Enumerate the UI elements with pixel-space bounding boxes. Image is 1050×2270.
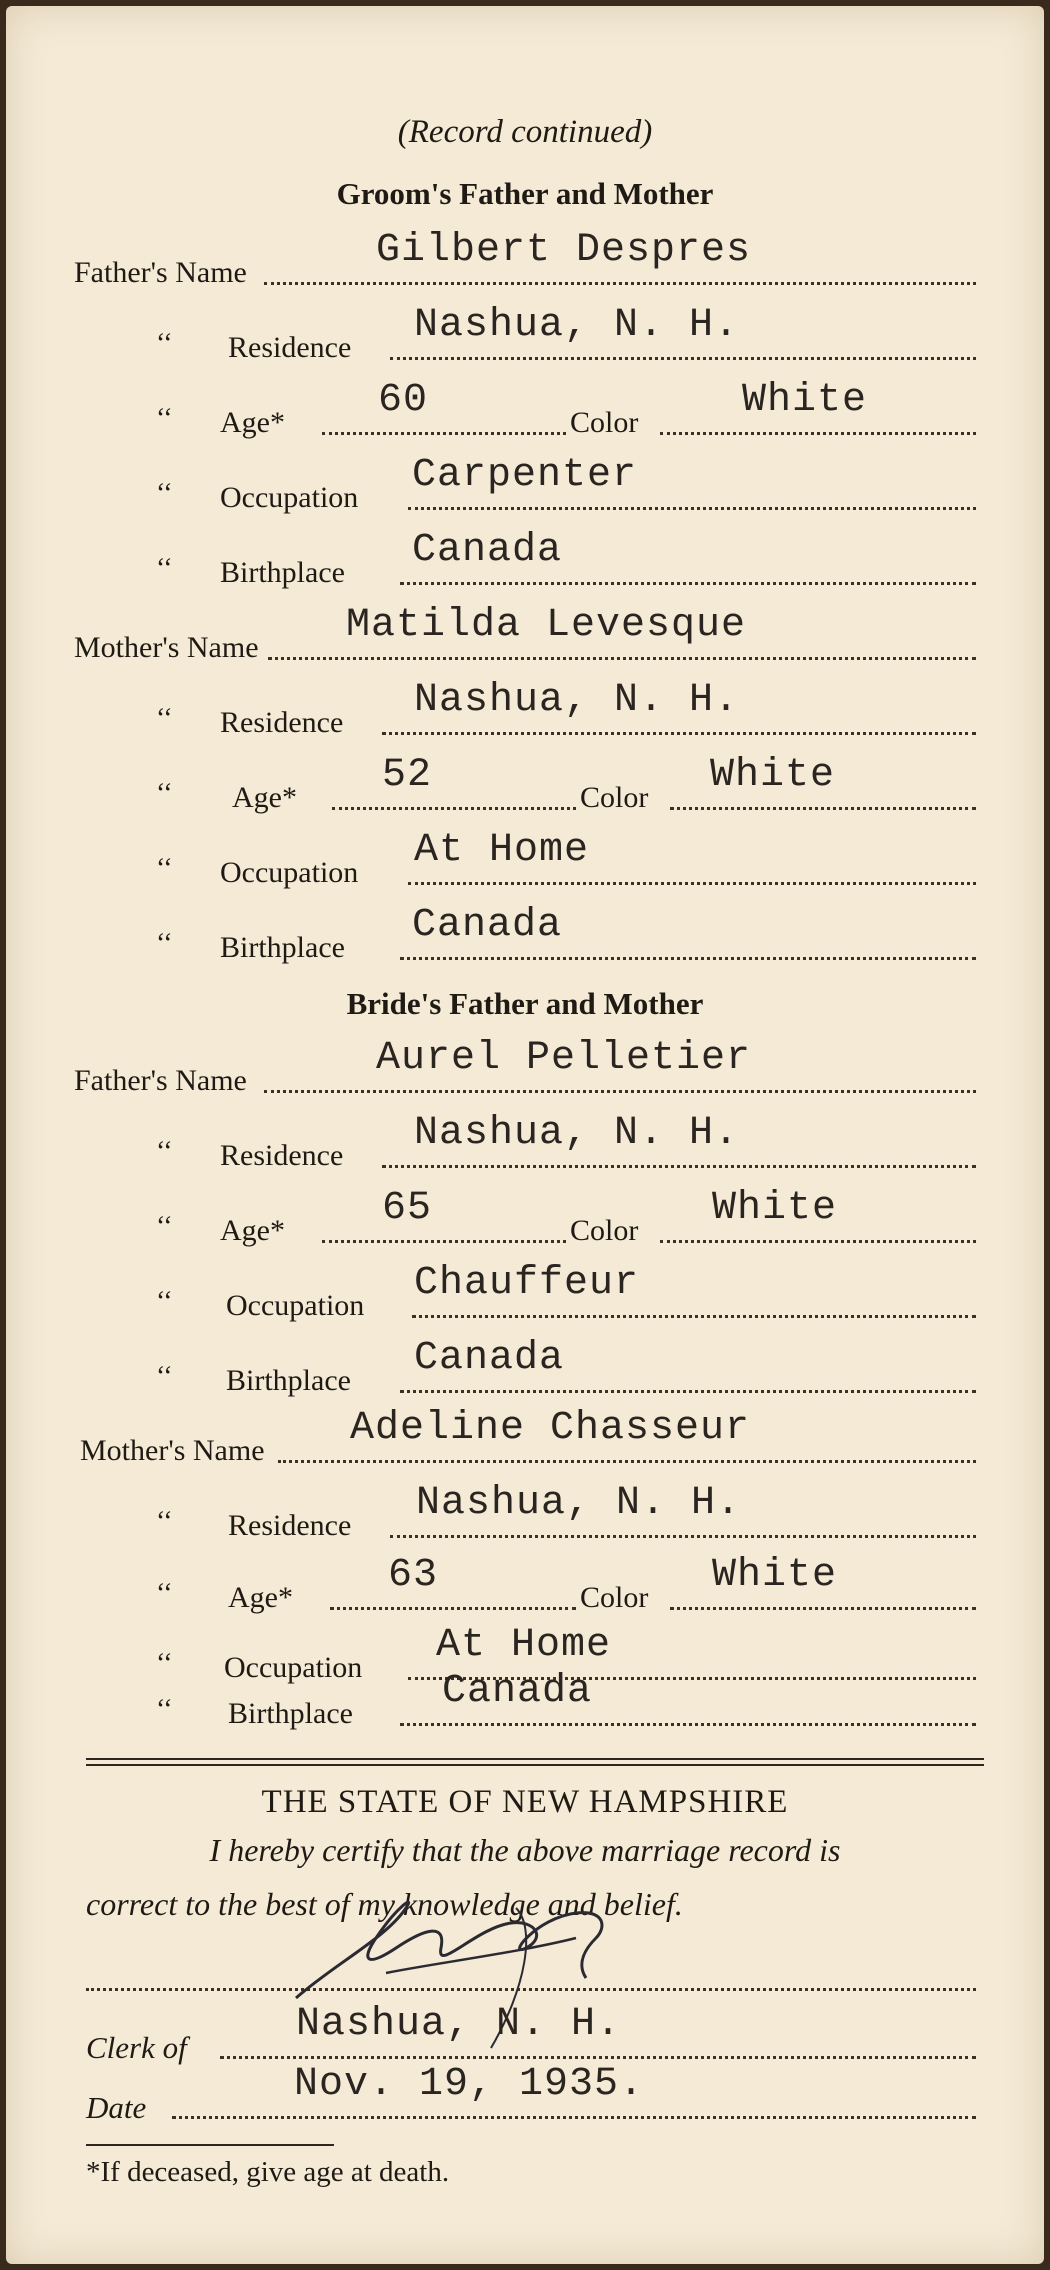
occupation-label: Occupation — [220, 856, 359, 889]
ditto-mark: ‘‘ — [156, 403, 173, 434]
age-label: Age* — [232, 781, 297, 814]
dotted-line — [322, 432, 566, 435]
ditto-mark: ‘‘ — [156, 478, 173, 509]
mothers-name-label: Mother's Name — [74, 631, 259, 664]
state-title: THE STATE OF NEW HAMPSHIRE — [261, 1784, 789, 1820]
groom-father-age: 60 — [378, 378, 429, 423]
mothers-name-label: Mother's Name — [80, 1434, 265, 1467]
bride-father-color: White — [712, 1186, 838, 1231]
dotted-line — [268, 657, 976, 660]
footnote-rule — [86, 2144, 334, 2146]
dotted-line — [408, 507, 976, 510]
dotted-line — [408, 882, 976, 885]
birthplace-label: Birthplace — [226, 1364, 351, 1397]
bride-mother-name: Adeline Chasseur — [350, 1406, 751, 1451]
birthplace-label: Birthplace — [220, 931, 345, 964]
bride-father-age: 65 — [382, 1186, 433, 1231]
dotted-line — [332, 807, 576, 810]
fathers-name-label: Father's Name — [74, 256, 247, 289]
dotted-line — [264, 282, 976, 285]
groom-father-color: White — [742, 378, 868, 423]
bride-mother-birthplace: Canada — [442, 1669, 593, 1714]
dotted-line — [400, 957, 976, 960]
dotted-line — [264, 1090, 976, 1093]
dotted-line — [400, 1390, 976, 1393]
occupation-label: Occupation — [220, 481, 359, 514]
dotted-line — [660, 1240, 976, 1243]
color-label: Color — [580, 781, 649, 814]
dotted-line — [390, 1535, 976, 1538]
dotted-line — [400, 1723, 976, 1726]
certify-line-1: I hereby certify that the above marriage record is — [209, 1832, 841, 1868]
dotted-line — [172, 2116, 976, 2119]
ditto-mark: ‘‘ — [156, 1694, 173, 1725]
groom-mother-age: 52 — [382, 753, 433, 798]
residence-label: Residence — [220, 706, 344, 739]
bride-father-name: Aurel Pelletier — [376, 1036, 752, 1081]
dotted-line — [220, 2056, 976, 2059]
record-card — [6, 6, 1044, 2264]
ditto-mark: ‘‘ — [156, 1286, 173, 1317]
bride-mother-occupation: At Home — [436, 1623, 612, 1668]
groom-mother-color: White — [710, 753, 836, 798]
groom-mother-name: Matilda Levesque — [346, 603, 747, 648]
bride-mother-residence: Nashua, N. H. — [416, 1481, 742, 1526]
residence-label: Residence — [228, 331, 352, 364]
ditto-mark: ‘‘ — [156, 553, 173, 584]
age-label: Age* — [228, 1581, 293, 1614]
ditto-mark: ‘‘ — [156, 853, 173, 884]
ditto-mark: ‘‘ — [156, 1578, 173, 1609]
divider-rule-bottom — [86, 1764, 984, 1766]
birthplace-label: Birthplace — [220, 556, 345, 589]
birthplace-label: Birthplace — [228, 1697, 353, 1730]
dotted-line — [660, 432, 976, 435]
color-label: Color — [570, 1214, 639, 1247]
dotted-line — [382, 732, 976, 735]
occupation-label: Occupation — [226, 1289, 365, 1322]
occupation-label: Occupation — [224, 1651, 363, 1684]
clerk-label: Clerk of — [86, 2030, 187, 2065]
residence-label: Residence — [220, 1139, 344, 1172]
dotted-line — [670, 1607, 976, 1610]
ditto-mark: ‘‘ — [156, 928, 173, 959]
color-label: Color — [580, 1581, 649, 1614]
groom-mother-residence: Nashua, N. H. — [414, 678, 740, 723]
dotted-line — [670, 807, 976, 810]
groom-mother-birthplace: Canada — [412, 903, 563, 948]
footnote: *If deceased, give age at death. — [86, 2156, 450, 2188]
groom-father-occupation: Carpenter — [412, 453, 638, 498]
certify-line-2: correct to the best of my knowledge and belief. — [86, 1886, 683, 1922]
color-label: Color — [570, 406, 639, 439]
ditto-mark: ‘‘ — [156, 1136, 173, 1167]
dotted-line — [278, 1460, 976, 1463]
date-value: Nov. 19, 1935. — [294, 2062, 645, 2107]
date-label: Date — [86, 2090, 147, 2125]
ditto-mark: ‘‘ — [156, 328, 173, 359]
bride-mother-color: White — [712, 1553, 838, 1598]
ditto-mark: ‘‘ — [156, 1361, 173, 1392]
groom-section-title: Groom's Father and Mother — [336, 176, 714, 211]
ditto-mark: ‘‘ — [156, 778, 173, 809]
fathers-name-label: Father's Name — [74, 1064, 247, 1097]
ditto-mark: ‘‘ — [156, 703, 173, 734]
bride-father-residence: Nashua, N. H. — [414, 1111, 740, 1156]
dotted-line — [322, 1240, 566, 1243]
groom-father-name: Gilbert Despres — [376, 228, 752, 273]
divider-rule-top — [86, 1758, 984, 1760]
groom-father-residence: Nashua, N. H. — [414, 303, 740, 348]
dotted-line — [330, 1607, 576, 1610]
record-continued: (Record continued) — [397, 114, 653, 150]
ditto-mark: ‘‘ — [156, 1506, 173, 1537]
ditto-mark: ‘‘ — [156, 1648, 173, 1679]
groom-mother-occupation: At Home — [414, 828, 590, 873]
clerk-value: Nashua, N. H. — [296, 2002, 622, 2047]
age-label: Age* — [220, 406, 285, 439]
dotted-line — [400, 582, 976, 585]
dotted-line — [382, 1165, 976, 1168]
dotted-line — [412, 1315, 976, 1318]
residence-label: Residence — [228, 1509, 352, 1542]
bride-father-birthplace: Canada — [414, 1336, 565, 1381]
age-label: Age* — [220, 1214, 285, 1247]
bride-father-occupation: Chauffeur — [414, 1261, 640, 1306]
dotted-line — [390, 357, 976, 360]
groom-father-birthplace: Canada — [412, 528, 563, 573]
ditto-mark: ‘‘ — [156, 1211, 173, 1242]
bride-section-title: Bride's Father and Mother — [346, 986, 704, 1021]
bride-mother-age: 63 — [388, 1553, 439, 1598]
